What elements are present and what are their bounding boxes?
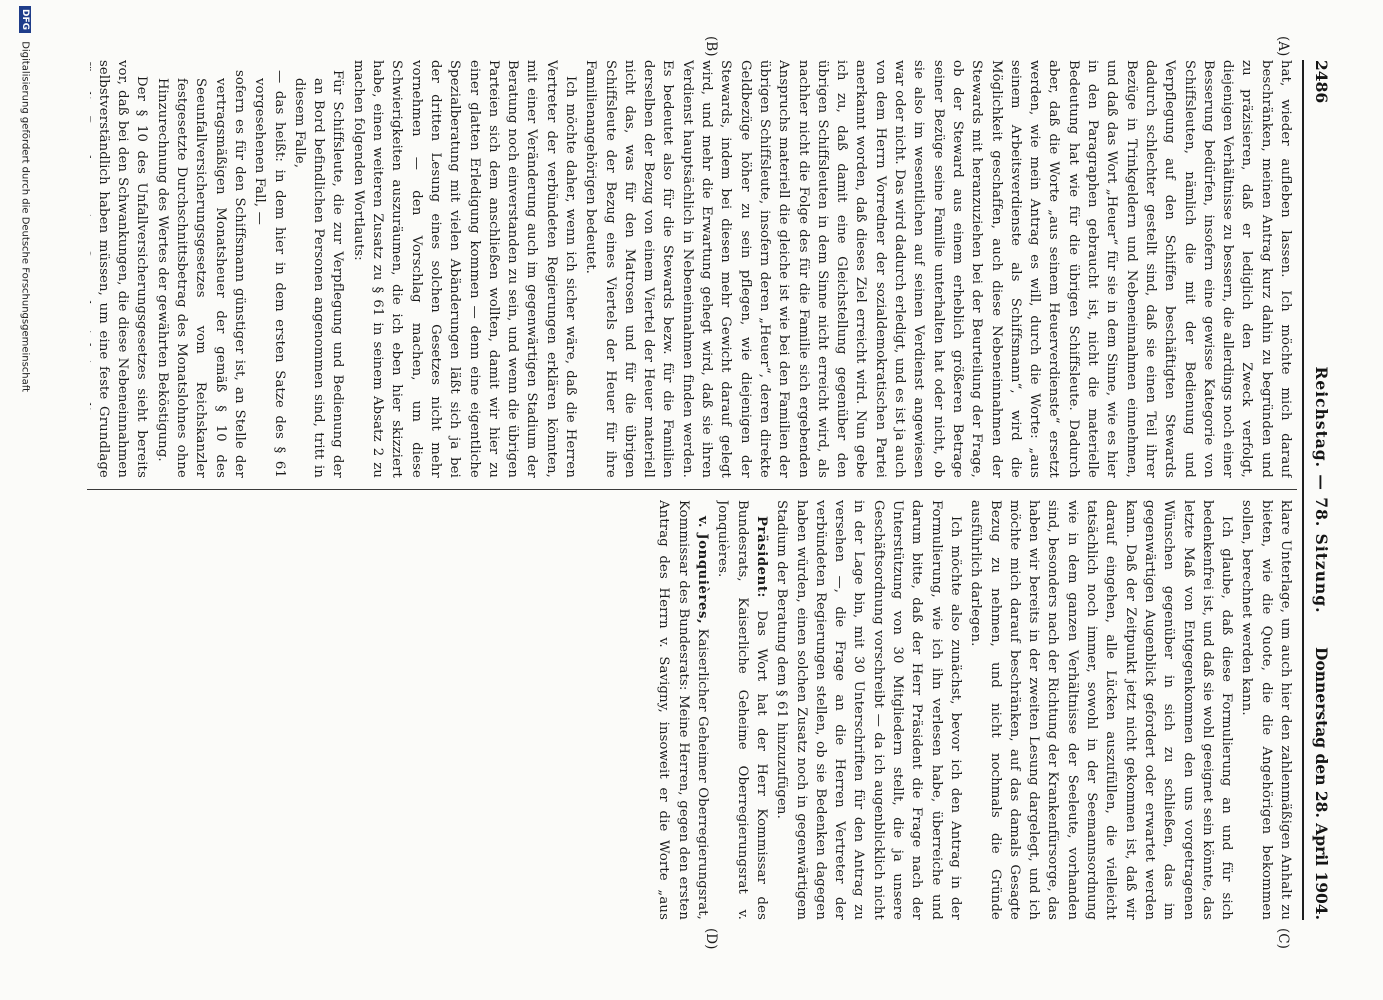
margin-marker-a: (A) — [1275, 36, 1291, 57]
quoted-amendment: Für Schiffsleute, die zur Verpflegung und Bedienung der an Bord befindlichen Personen angenommen sind, tritt in diesem Falle, — [291, 70, 346, 478]
paragraph: klare Unterlage, um auch hier den zahlenmäßigen Anhalt zu bieten, wie die Quote, die die Angehörigen bekommen sollen, berechnet werden kann. — [1239, 500, 1293, 920]
left-column — [90, 60, 1295, 478]
paragraph: Ich möchte also zunächst, bevor ich den Antrag in der Formulierung, wie ich ihn verlesen habe, überreiche und darum bitte, daß der Herr Präsident die Frage nach der Unterstützung von 30 Mitgliedern stellt, die ja unsere Geschäftsordnung vorschreibt — da ich augenblicklich nicht in der Lage bin, mit 30 Unterschriften für den Antrag zu versehen —, die Frage an die Herren Vertreter der verbündeten Regierungen stellen, ob sie Bedenken dagegen haben würden, einen solchen Zusatz noch in gegenwärtigem Stadium der Beratung dem § 61 hinzuzufügen. — [774, 500, 963, 920]
page-header — [1305, 60, 1331, 920]
margin-marker-d: (D) — [703, 928, 719, 950]
speaker-name: v. Jonquières, — [695, 516, 711, 625]
header-rule — [1302, 60, 1304, 920]
speech-text: Kaiserlicher Geheimer Oberregierungsrat, Kommissar des Bundesrats: Meine Herren, gegen den ersten Antrag des Herrn v. Savigny, insoweit er die Worte „aus — [656, 500, 711, 920]
dfg-logo: DFG — [19, 6, 31, 33]
margin-marker-b: (B) — [703, 36, 719, 57]
paragraph: hat, wieder aufleben lassen. Ich möchte mich darauf beschränken, meinen Antrag kurz dahin zu begründen und zu präzisieren, daß er lediglich den Zweck verfolgt, diejenigen Verhältnisse zu bessern, die allerdings noch einer Besserung bedürfen, insofern eine gewisse Kategorie von Schiffsleuten, nämlich die mit der Bedienung und Verpflegung auf den Schiffen beschäftigten Stewards dadurch schlechter gestellt sind, daß sie einen Teil ihrer Bezüge in Trinkgeldern und Nebeneinnahmen einnehmen, und daß das Wort „Heuer“ für sie in dem Sinne, wie es hier in den Paragraphen gebraucht ist, nicht die materielle Bedeutung hat wie für die übrigen Schiffsleute. Dadurch aber, daß die Worte „aus seinem Heuerverdienste“ ersetzt werden, wie mein Antrag es will, durch die Worte: „aus seinem Arbeitsverdienste als Schiffsmann“, wird die Möglichkeit geschaffen, auch diese Nebeneinnahmen der Stewards mit heranzuziehen bei der Beurteilung der Frage, ob der Steward aus einem erheblich größeren Betrage seiner Bezüge seine Familie unterhalten hat oder nicht, ob sie also im wesentlichen auf seinen Verdienst angewiesen war oder nicht. Das wird dadurch erledigt, und es ist ja auch von dem Herrn Vorredner der sozialdemokratischen Partei anerkannt worden, daß dieses Ziel erreicht wird. Nun gebe ich zu, daß damit eine Gleichstellung gegenüber den übrigen Schiffsleuten in dem Sinne nicht erreicht wird, als nachher nicht die Folge des für die Familie sich ergebenden Anspruchs materiell die gleiche ist wie bei den Familien der übrigen Schiffsleute, insofern deren „Heuer“, deren direkte Geldbezüge höher zu sein pflegen, wie diejenigen der Stewards, indem bei diesen mehr Gewicht darauf gelegt wird, und mehr die Erwartung gehegt wird, daß sie ihren Verdienst hauptsächlich in Nebeneinnahmen finden werden. Es bedeutet also für die Stewards bezw. für die Familien derselben der Bezug von einem Viertel der Heuer materiell nicht das, was für den Matrosen und für die übrigen Schiffsleute der Bezug eines Viertels der Heuer für ihre Familienangehörigen bedeutet. — [583, 60, 1293, 478]
margin-marker-c: (C) — [1275, 928, 1291, 949]
column-divider — [87, 489, 1297, 490]
paragraph: Ich glaube, daß diese Formulierung an und für sich bedenkenfrei ist, und daß sie wohl geeignet sein könnte, das letzte Maß von Entgegenkommen den uns vorgetragenen Wünschen gegenüber in sich zu schließen, das im gegenwärtigen Augenblick gefordert oder erwartet werden kann. Daß der Zeitpunkt jetzt nicht gekommen ist, daß wir darauf eingehen, alle Lücken auszufüllen, die vielleicht tatsächlich noch immer, sowohl in der Seemannsordnung wie in dem ganzen Verhältnisse der Seeleute, vorhanden sind, besonders nach der Richtung der Krankenfürsorge, das haben wir bereits in der zweiten Lesung dargelegt, und ich möchte mich darauf beschränken, auf das damals Gesagte Bezug zu nehmen, und nicht nochmals die Gründe ausführlich darlegen. — [968, 500, 1235, 920]
paragraph: Ich möchte daher, wenn ich sicher wäre, daß die Herren Vertreter der verbündeten Regierungen erklären könnten, mit einer Veränderung auch im gegenwärtigen Stadium der Beratung noch einverstanden zu sein, und wenn die übrigen Parteien sich dem anschließen wollten, damit wir hier zu einer glatten Erledigung kommen — denn eine eigentliche Spezialberatung mit vielen Abänderungen läßt sich ja bei der dritten Lesung eines solchen Gesetzes nicht mehr vornehmen — den Vorschlag machen, um diese Schwierigkeiten auszuräumen, die ich eben hier skizziert habe, einen weiteren Zusatz zu § 61 in seinem Absatz 2 zu machen folgenden Wortlauts: — [350, 60, 579, 478]
credit-text: Digitalisierung gefördert durch die Deutsche Forschungsgemeinschaft — [19, 41, 31, 393]
speech-text: Das Wort hat der Herr Kommissar des Bundesrats, Kaiserliche Geheime Oberregierungsrat v. Jonquières. — [715, 500, 769, 920]
quoted-aside: — das heißt: in dem hier in dem ersten Satze des § 61 vorgesehenen Fall, — — [252, 70, 287, 478]
quoted-amendment: sofern es für den Schiffsmann günstiger ist, an Stelle der vertragsmäßigen Monatsheuer der gemäß § 10 des Seeunfallversicherungsgesetzes vom Reichskanzler festgesetzte Durchschnittsbetrag des Monatslohnes ohne Hinzurechnung des Wertes der gewährten Beköstigung. — [154, 70, 247, 478]
digitization-credit — [11, 6, 31, 966]
speech-paragraph — [713, 500, 771, 920]
speaker-name: Präsident: — [753, 516, 769, 599]
right-column — [655, 500, 1295, 920]
speech-paragraph — [655, 500, 712, 920]
session-date: Donnerstag den 28. April 1904. — [1312, 647, 1331, 920]
page-number: 2486 — [1312, 60, 1331, 104]
session-title: Reichstag. — 78. Sitzung. — [1312, 366, 1331, 614]
paragraph: Der § 10 des Unfallversicherungsgesetzes sieht bereits vor, daß bei den Schwankungen, die diese Nebeneinnahmen selbstverständlich haben müssen, um eine feste Grundlage — [95, 60, 150, 478]
